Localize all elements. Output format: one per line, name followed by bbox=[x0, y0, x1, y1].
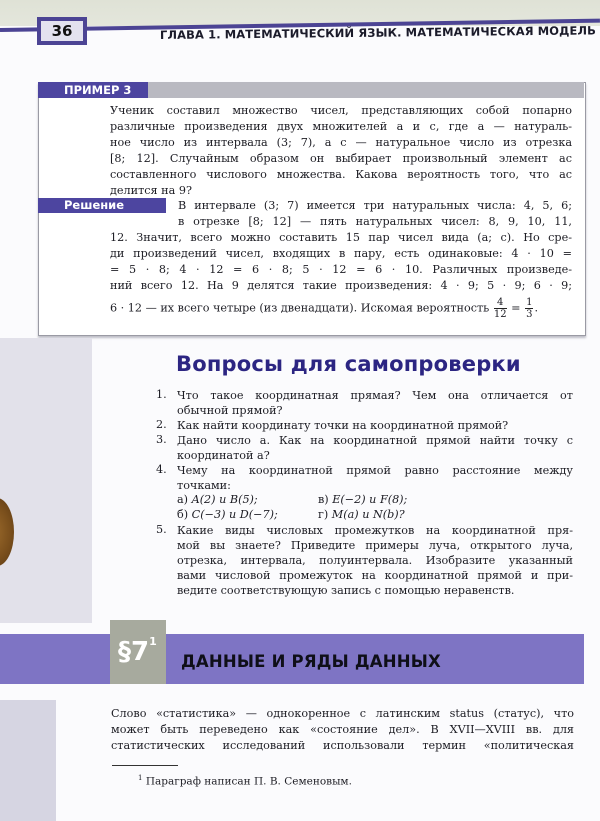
problem-line: ное число из интервала (3; 7), а c — натуральное число из отрезка bbox=[110, 136, 572, 149]
subitem-label: б) bbox=[177, 508, 189, 521]
footnote-mark: 1 bbox=[149, 635, 157, 648]
chapter-title: ГЛАВА 1. МАТЕМАТИЧЕСКИЙ ЯЗЫК. МАТЕМАТИЧЕСКАЯ МОДЕЛЬ bbox=[159, 23, 597, 42]
subitem-text: M(a) и N(b)? bbox=[331, 508, 405, 521]
question-line: вами числовой промежуток на координатной прямой и при- bbox=[177, 569, 573, 582]
problem-line: [8; 12]. Случайным образом он выбирает произвольный элемент ac bbox=[110, 152, 572, 165]
question-line: координатой a? bbox=[177, 449, 270, 462]
subitem-label: в) bbox=[318, 493, 329, 506]
section-number bbox=[118, 637, 157, 667]
question-line: отрезка, интервала, полуинтервала. Изобразите указанный bbox=[177, 554, 573, 567]
solution-line: В интервале (3; 7) имеется три натуральных числа: 4, 5, 6; bbox=[178, 199, 572, 212]
subitem-label: а) bbox=[177, 493, 189, 506]
example-label: ПРИМЕР 3 bbox=[38, 82, 148, 98]
section-title: ДАННЫЕ И РЯДЫ ДАННЫХ bbox=[181, 652, 441, 671]
subitem-text: E(−2) и F(8); bbox=[332, 493, 408, 506]
footnote bbox=[138, 774, 352, 788]
numerator: 1 bbox=[526, 297, 533, 308]
period: . bbox=[534, 301, 538, 315]
subitem-text: C(−3) и D(−7); bbox=[191, 508, 278, 521]
fraction-1-3 bbox=[525, 297, 533, 320]
problem-line: Ученик составил множество чисел, представляющих собой попарно bbox=[110, 104, 572, 117]
question-line: точками: bbox=[177, 479, 231, 492]
question-line: обычной прямой? bbox=[177, 404, 283, 417]
numerator: 4 bbox=[494, 297, 507, 309]
question-line: Как найти координату точки на координатной прямой? bbox=[177, 419, 509, 432]
question-line: Что такое координатная прямая? Чем она отличается от bbox=[177, 389, 573, 402]
problem-line: делится на 9? bbox=[110, 184, 192, 197]
body-line: статистических исследований использовали термин «политическая bbox=[111, 739, 574, 752]
question-line: Какие виды числовых промежутков на координатной пря- bbox=[177, 524, 573, 537]
question-number: 4. bbox=[156, 463, 167, 476]
subitem-b bbox=[177, 508, 278, 521]
question-line: мой вы знаете? Приведите примеры луча, открытого луча, bbox=[177, 539, 573, 552]
question-number: 5. bbox=[156, 523, 167, 536]
question-line: Дано число a. Как на координатной прямой найти точку с bbox=[177, 434, 573, 447]
denominator: 12 bbox=[493, 309, 507, 320]
problem-line: различные произведения двух множителей a и c, где a — натураль- bbox=[110, 120, 572, 133]
body-line: Слово «статистика» — однокоренное с латинским status (статус), что bbox=[111, 707, 574, 720]
solution-line: 12. Значит, всего можно составить 15 пар чисел вида (a; c). Но сре- bbox=[110, 231, 572, 244]
denominator: 3 bbox=[526, 309, 533, 320]
left-margin-panel bbox=[0, 338, 92, 623]
question-line: ведите соответствующую запись с помощью неравенств. bbox=[177, 584, 515, 597]
bottom-left-margin bbox=[0, 700, 56, 821]
footnote-rule bbox=[112, 765, 178, 766]
page-number: 36 bbox=[37, 17, 87, 45]
problem-line: составленного числового множества. Какова вероятность того, что ac bbox=[110, 168, 572, 181]
solution-last-line bbox=[110, 297, 538, 320]
solution-label: Решение bbox=[38, 198, 166, 213]
question-number: 1. bbox=[156, 388, 167, 401]
solution-line: ди произведений чисел, входящих в пару, есть одинаковые: 4 · 10 = bbox=[110, 247, 572, 260]
questions-title: Вопросы для самопроверки bbox=[176, 352, 521, 376]
subitem-v bbox=[318, 493, 407, 506]
fraction-4-12 bbox=[494, 297, 507, 320]
body-line: может быть переведено как «состояние дел». В XVII—XVIII вв. для bbox=[111, 723, 574, 736]
question-number: 2. bbox=[156, 418, 167, 431]
subitem-a bbox=[177, 493, 258, 506]
subitem-text: A(2) и B(5); bbox=[191, 493, 258, 506]
equals-sign: = bbox=[511, 301, 521, 315]
solution-line: 6 · 12 — их всего четыре (из двенадцати). Искомая вероятность bbox=[110, 301, 490, 315]
footnote-mark: 1 bbox=[138, 774, 143, 782]
section-number-text: §7 bbox=[118, 637, 150, 667]
solution-line: в отрезке [8; 12] — пять натуральных чисел: 8, 9, 10, 11, bbox=[178, 215, 572, 228]
subitem-g bbox=[318, 508, 405, 521]
question-line: Чему на координатной прямой равно расстояние между bbox=[177, 464, 573, 477]
subitem-label: г) bbox=[318, 508, 329, 521]
footnote-text: Параграф написан П. В. Семеновым. bbox=[145, 775, 352, 788]
solution-line: = 5 · 8; 4 · 12 = 6 · 8; 5 · 12 = 6 · 10. Различных произведе- bbox=[110, 263, 572, 276]
solution-line: ний всего 12. На 9 делятся такие произведения: 4 · 9; 5 · 9; 6 · 9; bbox=[110, 279, 572, 292]
question-number: 3. bbox=[156, 433, 167, 446]
